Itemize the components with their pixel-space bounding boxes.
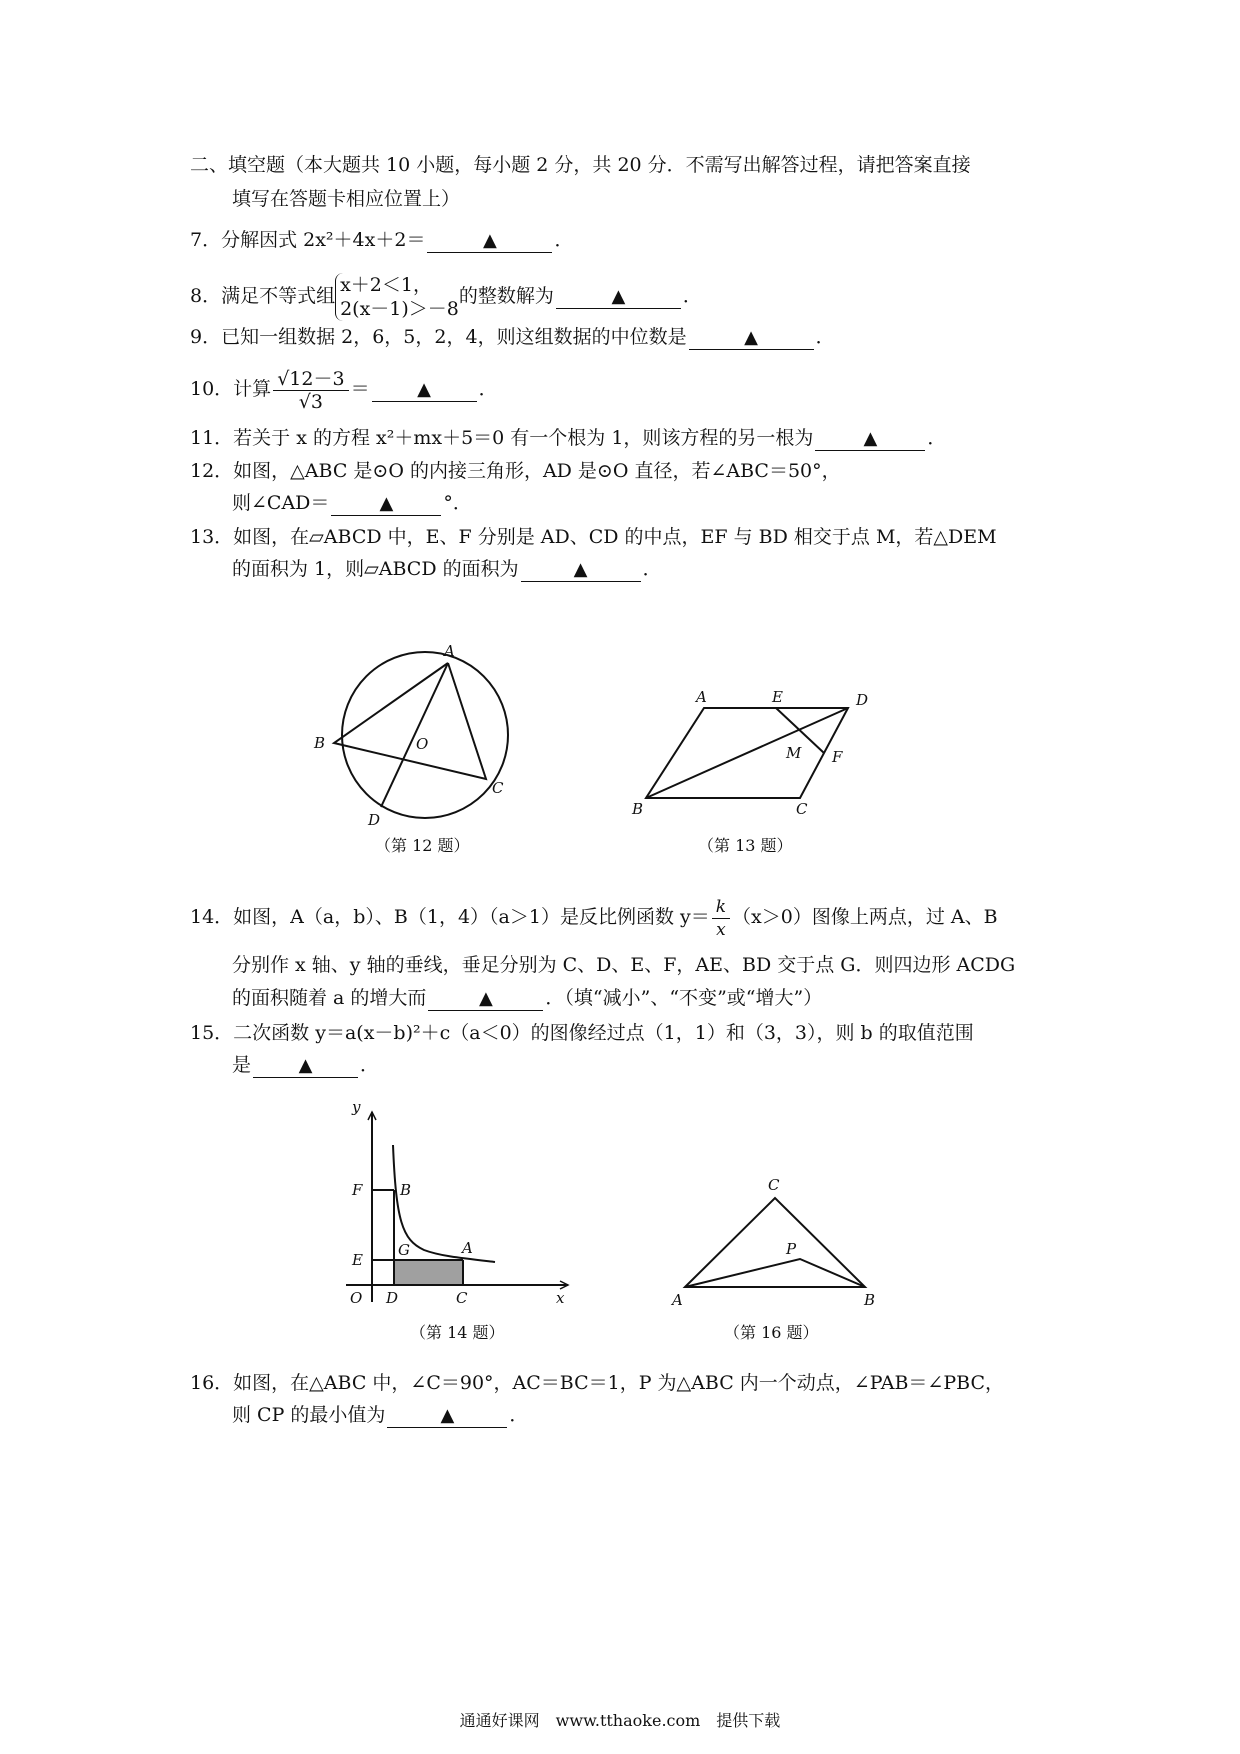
answer-blank[interactable] [689, 326, 814, 350]
figure-14 [340, 1100, 580, 1310]
answer-triangle-icon: ▲ [479, 988, 493, 1009]
label-c: C [456, 1289, 468, 1307]
question-7 [190, 225, 573, 255]
question-14-line2: 分别作 x 轴、y 轴的垂线，垂足分别为 C、D、E、F，AE、BD 交于点 G．则四边形 ACDG [232, 954, 1016, 976]
answer-blank[interactable] [428, 987, 543, 1011]
q12-degree: °． [443, 492, 472, 514]
q10-text: 10．计算 [190, 378, 272, 400]
q8-eq1: x＋2＜1， [340, 274, 432, 296]
q8-period: ． [682, 285, 702, 307]
answer-triangle-icon: ▲ [417, 379, 431, 400]
q9-text: 9．已知一组数据 2，6，5，2，4，则这组数据的中位数是 [190, 326, 687, 348]
answer-blank[interactable] [387, 1404, 507, 1428]
label-g: G [398, 1241, 410, 1259]
label-x: x [556, 1289, 565, 1307]
label-o: O [416, 735, 429, 753]
figure-12 [310, 640, 530, 830]
q14-text-1b: （x＞0）图像上两点，过 A、B [732, 906, 998, 928]
label-m: M [786, 744, 802, 762]
q14-fraction [712, 896, 730, 941]
q10-equals: ＝ [350, 378, 370, 400]
answer-triangle-icon: ▲ [863, 428, 878, 449]
label-b: B [632, 800, 644, 818]
question-8 [190, 272, 702, 321]
answer-triangle-icon: ▲ [573, 559, 588, 580]
answer-triangle-icon: ▲ [440, 1405, 455, 1426]
question-13-line1: 13．如图，在▱ABCD 中，E、F 分别是 AD、CD 的中点，EF 与 BD 相交于点 M，若△DEM [190, 526, 997, 548]
q11-period: ． [927, 427, 947, 449]
q14-text-3: 的面积随着 a 的增大而 [232, 987, 427, 1009]
label-a: A [444, 642, 455, 660]
label-b: B [400, 1181, 412, 1199]
answer-blank[interactable] [521, 558, 641, 582]
q10-denominator: √3 [298, 390, 323, 413]
label-d: D [856, 691, 869, 709]
label-p: P [786, 1240, 797, 1258]
question-10 [190, 362, 498, 416]
question-12-line1: 12．如图，△ABC 是⊙O 的内接三角形，AD 是⊙O 直径，若∠ABC＝50°， [190, 460, 841, 482]
label-c: C [492, 779, 504, 797]
question-14-line1 [190, 890, 998, 944]
figure-16-caption: （第 16 题） [724, 1323, 819, 1342]
label-b: B [314, 734, 326, 752]
inequality-system [335, 273, 459, 321]
answer-blank[interactable] [253, 1054, 358, 1078]
label-f: F [352, 1181, 363, 1199]
label-e: E [772, 688, 783, 706]
q16-period: ． [509, 1404, 529, 1426]
answer-triangle-icon: ▲ [611, 286, 626, 307]
q13-period: ． [642, 558, 662, 580]
label-a: A [696, 688, 707, 706]
figure-13-caption: （第 13 题） [698, 836, 793, 855]
answer-triangle-icon: ▲ [379, 493, 394, 514]
question-11 [190, 423, 946, 453]
triangle-abc [685, 1198, 865, 1287]
label-b: B [864, 1291, 876, 1309]
question-9 [190, 322, 835, 352]
label-d: D [386, 1289, 399, 1307]
answer-blank[interactable] [815, 427, 925, 451]
footer-watermark: 通通好课网 www.tthaoke.com 提供下载 [459, 1711, 781, 1730]
q9-period: ． [815, 326, 835, 348]
q8-text: 8．满足不等式组 [190, 285, 336, 307]
q14-frac-num: k [712, 896, 730, 919]
question-15-line2 [232, 1050, 379, 1080]
answer-blank[interactable] [427, 229, 552, 253]
answer-triangle-icon: ▲ [298, 1055, 313, 1076]
q14-text-3b: ．（填“减小”、“不变”或“增大”） [545, 987, 823, 1009]
answer-blank[interactable] [556, 285, 681, 309]
triangle-abc [334, 663, 486, 779]
diameter-ad [381, 663, 448, 807]
section-title-line1: 二、填空题（本大题共 10 小题，每小题 2 分，共 20 分．不需写出解答过程，请把答案直接 [190, 154, 971, 176]
q16-text: 则 CP 的最小值为 [232, 1404, 386, 1426]
question-13-line2 [232, 554, 662, 584]
question-14-line3 [232, 983, 822, 1013]
q11-text: 11．若关于 x 的方程 x²＋mx＋5＝0 有一个根为 1，则该方程的另一根为 [190, 427, 814, 449]
diagonal-bd [646, 708, 848, 798]
shaded-region [394, 1260, 463, 1285]
label-f: F [832, 748, 843, 766]
answer-blank[interactable] [331, 492, 441, 516]
label-d: D [368, 811, 381, 829]
label-y: y [352, 1100, 361, 1116]
q15-text: 是 [232, 1054, 252, 1076]
answer-blank[interactable] [372, 378, 477, 402]
question-15-line1: 15．二次函数 y＝a(x－b)²＋c（a＜0）的图像经过点（1，1）和（3，3），则 b 的取值范围 [190, 1022, 974, 1044]
q10-fraction [273, 368, 348, 413]
q12-text: 则∠CAD＝ [232, 492, 330, 514]
label-o: O [350, 1289, 363, 1307]
answer-triangle-icon: ▲ [744, 327, 758, 348]
label-a: A [462, 1239, 473, 1257]
q10-period: ． [478, 378, 498, 400]
q7-period: ． [554, 229, 574, 251]
question-16-line1: 16．如图，在△ABC 中，∠C＝90°，AC＝BC＝1，P 为△ABC 内一个动点，∠PAB＝∠PBC， [190, 1372, 1004, 1394]
q15-period: ． [360, 1054, 380, 1076]
label-c: C [796, 800, 808, 818]
answer-triangle-icon: ▲ [483, 230, 497, 251]
q14-text-1: 14．如图，A（a，b）、B（1，4）（a＞1）是反比例函数 y＝ [190, 906, 710, 928]
figure-12-caption: （第 12 题） [375, 836, 470, 855]
q10-numerator: √12－3 [273, 368, 348, 391]
segments-ap-pb [685, 1259, 865, 1287]
figure-16 [660, 1170, 890, 1310]
label-a: A [672, 1291, 683, 1309]
question-16-line2 [232, 1400, 528, 1430]
q7-text: 7．分解因式 2x²＋4x＋2＝ [190, 229, 426, 251]
label-e: E [352, 1251, 363, 1269]
figure-14-caption: （第 14 题） [410, 1323, 505, 1342]
q8-text-mid: 的整数解为 [458, 285, 554, 307]
section-title-line2: 填写在答题卡相应位置上） [232, 188, 461, 210]
q14-frac-den: x [716, 919, 726, 940]
figure-13 [620, 680, 880, 830]
label-c: C [768, 1176, 780, 1194]
q8-eq2: 2(x－1)＞－8 [340, 298, 459, 320]
question-12-line2 [232, 488, 472, 518]
q13-text: 的面积为 1，则▱ABCD 的面积为 [232, 558, 519, 580]
